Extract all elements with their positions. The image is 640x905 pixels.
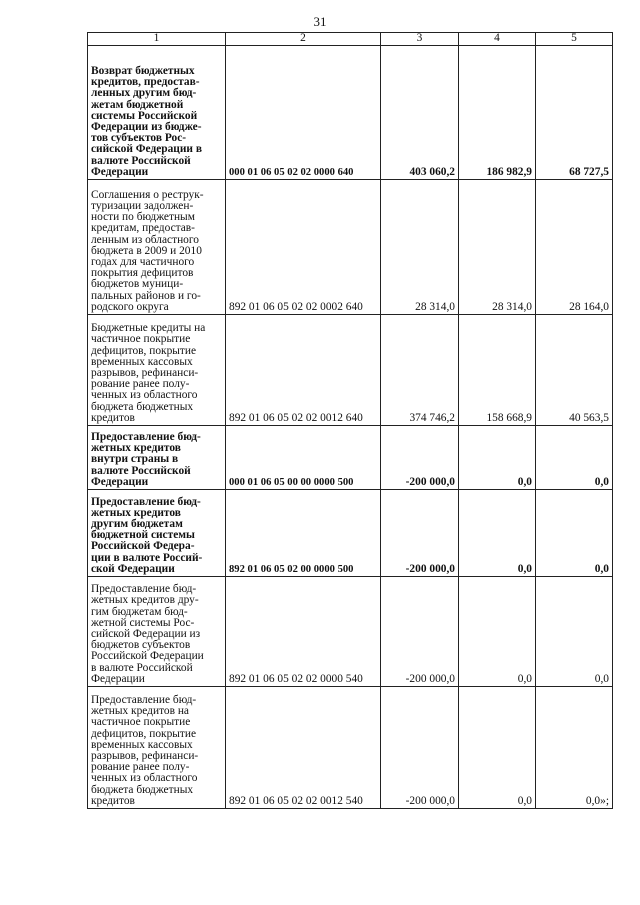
row-budget-code: 892 01 06 05 02 02 0012 540: [226, 687, 381, 809]
row-value-year-2: 186 982,9: [459, 46, 536, 180]
table-row: [88, 180, 613, 315]
row-value-year-1: -200 000,0: [381, 490, 459, 577]
table-row: [88, 315, 613, 426]
row-value-year-3: 0,0: [536, 577, 613, 687]
page-number: 31: [313, 14, 327, 29]
row-value-year-2: 28 314,0: [459, 180, 536, 315]
row-value-year-1: -200 000,0: [381, 687, 459, 809]
row-value-year-1: -200 000,0: [381, 577, 459, 687]
table-row: [88, 426, 613, 490]
row-value-year-2: 158 668,9: [459, 315, 536, 426]
table-row: [88, 490, 613, 577]
row-budget-code: 892 01 06 05 02 02 0012 640: [226, 315, 381, 426]
table-row: [88, 46, 613, 180]
row-description: Бюджетные кредиты на частичное покрытие дефицитов, покрытие временных кассовых разрывов, рефинанси- рование ранее полу- ченных из областного бюджета бюджетных кредитов: [88, 315, 226, 426]
row-description: Соглашения о реструк- туризации задолжен- ности по бюджетным кредитам, предостав- ленным из областного бюджета в 2009 и 2010 годах для частичного покрытия дефицитов бюджетов муници- пальных районов и го- родского округа: [88, 180, 226, 315]
row-description: Предоставление бюд- жетных кредитов внутри страны в валюте Российской Федерации: [88, 426, 226, 490]
column-header-description: 1: [88, 33, 226, 46]
row-value-year-2: 0,0: [459, 577, 536, 687]
row-value-year-3: 0,0: [536, 426, 613, 490]
budget-sources-table: [87, 32, 613, 809]
column-header-year-3: 5: [536, 33, 613, 46]
table-row: [88, 687, 613, 809]
row-value-year-2: 0,0: [459, 426, 536, 490]
row-value-year-1: -200 000,0: [381, 426, 459, 490]
row-description: Предоставление бюд- жетных кредитов дру- гим бюджетам бюд- жетной системы Рос- сийской Федерации из бюджетов субъектов Российской Федерации в валюте Российской Федерации: [88, 577, 226, 687]
row-budget-code: 892 01 06 05 02 00 0000 500: [226, 490, 381, 577]
column-header-year-2: 4: [459, 33, 536, 46]
row-budget-code: 892 01 06 05 02 02 0000 540: [226, 577, 381, 687]
row-value-year-3: 40 563,5: [536, 315, 613, 426]
row-value-year-1: 403 060,2: [381, 46, 459, 180]
row-description: Предоставление бюд- жетных кредитов другим бюджетам бюджетной системы Российской Федера- ции в валюте Россий- ской Федерации: [88, 490, 226, 577]
row-value-year-1: 374 746,2: [381, 315, 459, 426]
column-header-code: 2: [226, 33, 381, 46]
row-description: Предоставление бюд- жетных кредитов на частичное покрытие дефицитов, покрытие временных кассовых разрывов, рефинанси- рование ранее полу- ченных из областного бюджета бюджетных кредитов: [88, 687, 226, 809]
header-row: [88, 33, 613, 46]
column-header-year-1: 3: [381, 33, 459, 46]
row-value-year-3: 28 164,0: [536, 180, 613, 315]
table-row: [88, 577, 613, 687]
row-value-year-2: 0,0: [459, 687, 536, 809]
row-value-year-1: 28 314,0: [381, 180, 459, 315]
row-budget-code: 000 01 06 05 00 00 0000 500: [226, 426, 381, 490]
row-value-year-3: 68 727,5: [536, 46, 613, 180]
row-value-year-3: 0,0: [536, 490, 613, 577]
row-description: Возврат бюджетных кредитов, предостав- ленных другим бюд- жетам бюджетной системы Российской Федерации из бюдже- тов субъектов Рос- сийской Федерации в валюте Российской Федерации: [88, 46, 226, 180]
row-value-year-2: 0,0: [459, 490, 536, 577]
row-value-year-3: 0,0»;: [536, 687, 613, 809]
row-budget-code: 000 01 06 05 02 02 0000 640: [226, 46, 381, 180]
row-budget-code: 892 01 06 05 02 02 0002 640: [226, 180, 381, 315]
